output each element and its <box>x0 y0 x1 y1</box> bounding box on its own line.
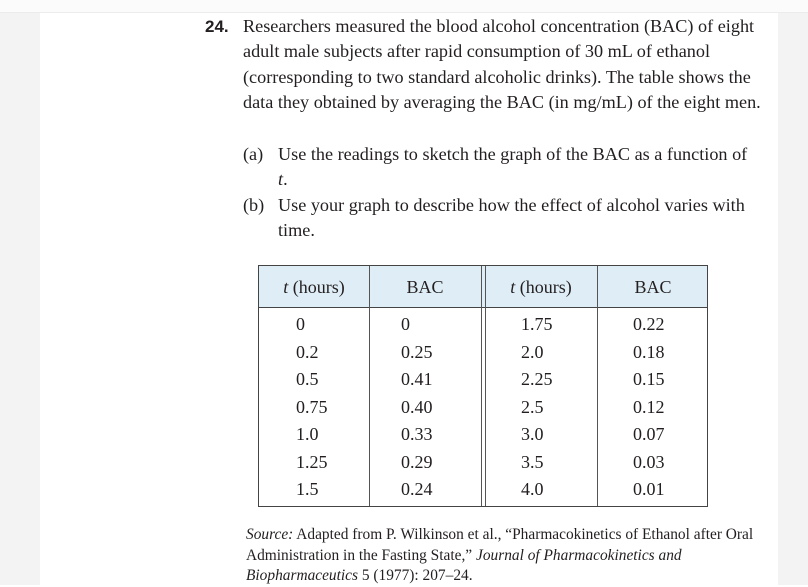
table-cell-bac: 0.18 <box>633 341 665 362</box>
header-bac-2: BAC <box>634 277 672 297</box>
table-cell-bac: 0.41 <box>401 369 433 389</box>
bac-data-table <box>258 265 708 507</box>
left-margin-panel <box>0 13 40 585</box>
table-cell-t: 4.0 <box>521 479 544 499</box>
column-divider <box>369 266 370 506</box>
exercise-number: 24. <box>205 17 229 36</box>
column-divider <box>481 266 482 506</box>
right-margin-panel <box>778 13 808 585</box>
table-cell-bac: 0.15 <box>633 369 665 389</box>
table-cell-bac: 0.29 <box>401 451 433 472</box>
top-border <box>0 0 808 13</box>
table-cell-bac: 0.33 <box>401 424 433 444</box>
table-cell-bac: 0.25 <box>401 341 433 362</box>
table-cell-bac: 0.22 <box>633 314 665 334</box>
header-bac-1: BAC <box>406 277 444 297</box>
table-cell-bac: 0.01 <box>633 479 665 499</box>
table-cell-t: 0.75 <box>296 396 328 417</box>
table-cell-t: 1.25 <box>296 451 328 472</box>
column-divider <box>485 266 486 506</box>
part-a-text: Use the readings to sketch the graph of the BAC as a function of t. <box>278 144 748 190</box>
table-cell-t: 2.5 <box>521 396 544 417</box>
table-cell-bac: 0.03 <box>633 451 665 472</box>
table-cell-t: 1.0 <box>296 424 319 444</box>
part-b-label: (b) <box>243 195 265 215</box>
source-citation: Source: Adapted from P. Wilkinson et al., “Pharmacokinetics of Ethanol after Oral Administration in the Fasting State,” Journal of Pharmacokinetics and Biopharmaceutics 5 (1977): 207–24. <box>246 526 754 584</box>
exercise-stem: Researchers measured the blood alcohol concentration (BAC) of eight adult male subjects after rapid consumption of 30 mL of ethanol (corresponding to two standard alcoholic drinks). The table shows the data they obtained by averaging the BAC (in mg/mL) of the eight men. <box>243 16 761 113</box>
part-b-text: Use your graph to describe how the effect of alcohol varies with time. <box>278 195 745 241</box>
table-cell-t: 2.0 <box>521 341 544 362</box>
header-t-hours-2: t (hours) <box>510 277 572 297</box>
table-cell-t: 0.5 <box>296 369 319 389</box>
table-cell-t: 0.2 <box>296 341 319 362</box>
table-cell-t: 1.5 <box>296 479 319 499</box>
table-cell-bac: 0.07 <box>633 424 665 444</box>
table-cell-bac: 0.40 <box>401 396 433 417</box>
table-cell-t: 3.0 <box>521 424 544 444</box>
table-cell-bac: 0 <box>401 314 410 334</box>
table-cell-bac: 0.24 <box>401 479 433 499</box>
column-divider <box>597 266 598 506</box>
table-cell-bac: 0.12 <box>633 396 665 417</box>
table-cell-t: 2.25 <box>521 369 553 389</box>
table-cell-t: 3.5 <box>521 451 544 472</box>
table-cell-t: 0 <box>296 314 305 334</box>
part-a-label: (a) <box>243 144 264 164</box>
table-cell-t: 1.75 <box>521 314 553 334</box>
header-t-hours-1: t (hours) <box>283 277 345 297</box>
